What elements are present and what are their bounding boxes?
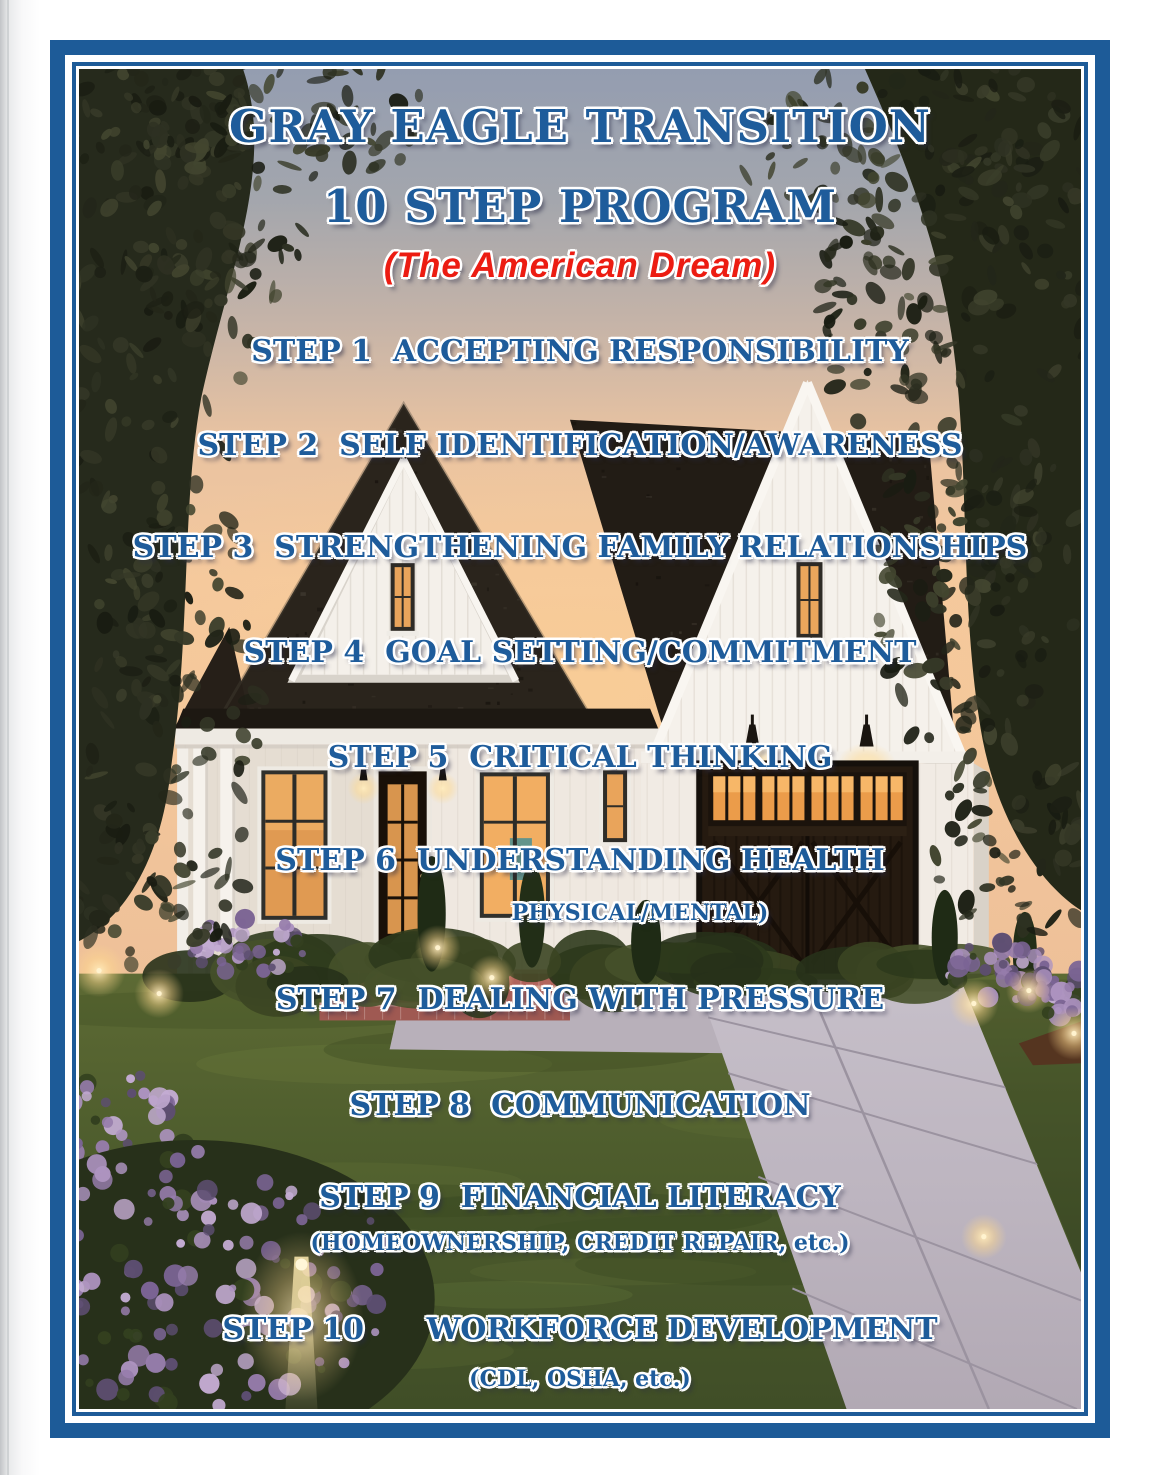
- poster-inner-border: [72, 62, 1088, 1416]
- step-4-line: STEP 4 GOAL SETTING/COMMITMENT: [243, 635, 917, 670]
- step-2-line: STEP 2 SELF IDENTIFICATION/AWARENESS: [197, 428, 963, 463]
- poster-text-overlay: [79, 69, 1081, 1409]
- step-5-line: STEP 5 CRITICAL THINKING: [327, 740, 833, 775]
- step-3-line: STEP 3 STRENGTHENING FAMILY RELATIONSHIPS: [132, 530, 1028, 565]
- poster-title-line2: 10 STEP PROGRAM: [322, 180, 838, 233]
- poster-title-line1: GRAY EAGLE TRANSITION: [229, 100, 931, 153]
- step-6-line: STEP 6 UNDERSTANDING HEALTH: [275, 843, 885, 878]
- step-8-line: STEP 8 COMMUNICATION: [349, 1088, 811, 1123]
- poster-outer-border: [50, 40, 1110, 1438]
- step-9-subline: (HOMEOWNERSHIP, CREDIT REPAIR, etc.): [310, 1230, 850, 1256]
- step-9-line: STEP 9 FINANCIAL LITERACY: [319, 1180, 841, 1215]
- step-6-subline: PHYSICAL/MENTAL): [511, 900, 769, 926]
- step-10-subline: (CDL, OSHA, etc.): [469, 1366, 691, 1392]
- step-1-line: STEP 1 ACCEPTING RESPONSIBILITY: [251, 334, 909, 369]
- step-7-line: STEP 7 DEALING WITH PRESSURE: [275, 982, 885, 1017]
- house-photo: [79, 69, 1081, 1409]
- page-edge-shading: [7, 0, 9, 1475]
- poster-subtitle: (The American Dream): [383, 246, 777, 285]
- step-10-line: STEP 10 WORKFORCE DEVELOPMENT: [222, 1312, 938, 1347]
